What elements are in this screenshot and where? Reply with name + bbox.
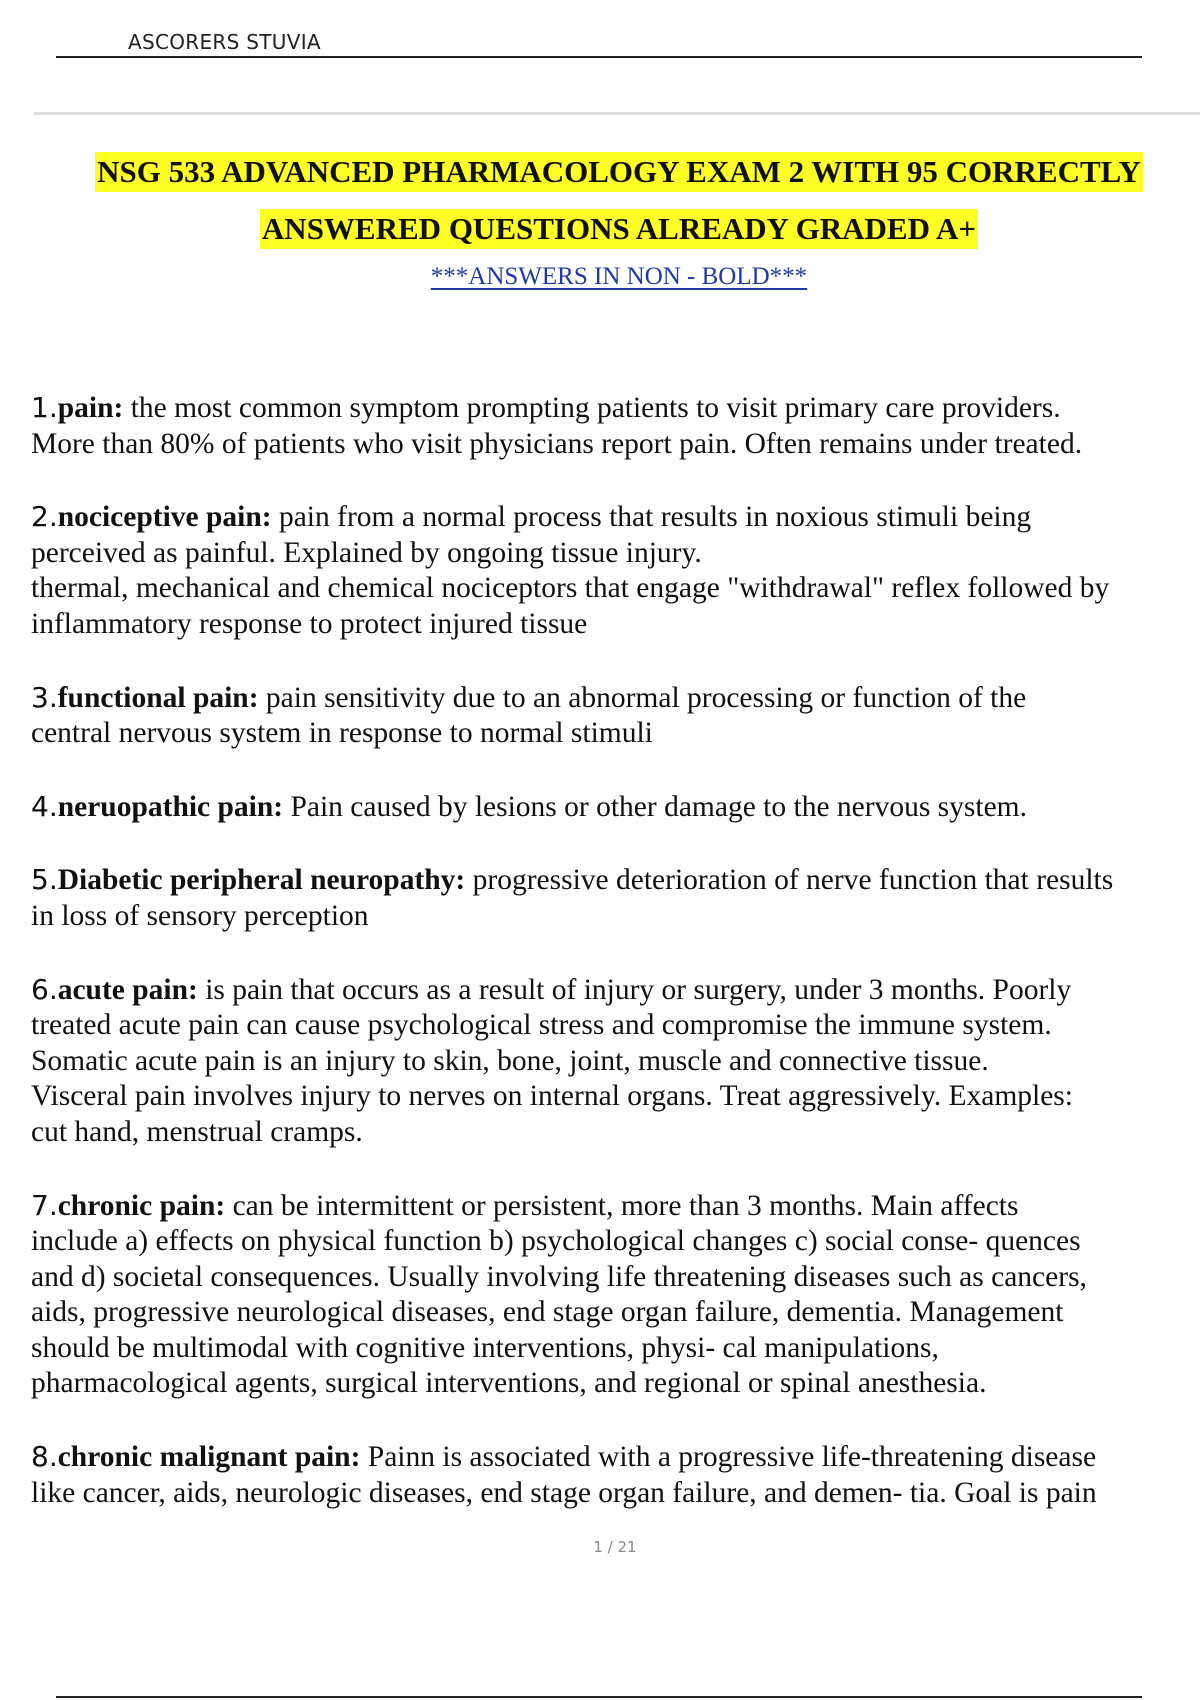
question-number: 6. xyxy=(31,972,58,1006)
question-term: chronic malignant pain: xyxy=(57,1441,361,1474)
question-item xyxy=(31,1439,1200,1511)
answer-text: thermal, mechanical and chemical nociceptors that engage "withdrawal" reflex followed by xyxy=(31,572,1110,605)
answer-text: aids, progressive neurological diseases, end stage organ failure, dementia. Management xyxy=(31,1296,1064,1329)
question-number: 1. xyxy=(31,391,58,424)
title-line-2: ANSWERED QUESTIONS ALREADY GRADED A+ xyxy=(260,209,978,249)
question-term: neruopathic pain: xyxy=(57,790,284,823)
answer-text: like cancer, aids, neurologic diseases, end stage organ failure, and demen- tia. Goal is pain xyxy=(31,1476,1097,1509)
question-item xyxy=(31,680,1200,752)
header-divider xyxy=(56,56,1142,58)
answer-text: Pain caused by lesions or other damage to the nervous system. xyxy=(290,790,1028,823)
question-term: acute pain: xyxy=(57,973,198,1006)
answer-text: include a) effects on physical function b) psychological changes c) social conse- quences xyxy=(31,1225,1081,1258)
answer-text: progressive deterioration of nerve function that results xyxy=(472,864,1114,897)
answer-text: and d) societal consequences. Usually involving life threatening diseases such as cancers, xyxy=(31,1260,1087,1293)
answer-text: the most common symptom prompting patients to visit primary care providers. xyxy=(130,392,1061,424)
footer-divider xyxy=(56,1696,1142,1698)
answer-text: in loss of sensory perception xyxy=(31,899,369,932)
question-number: 5. xyxy=(31,863,58,897)
document-title xyxy=(0,152,1200,291)
question-item xyxy=(31,789,1200,826)
answer-text: cut hand, menstrual cramps. xyxy=(31,1115,363,1148)
question-number: 2. xyxy=(31,500,58,534)
answer-text: can be intermittent or persistent, more than 3 months. Main affects xyxy=(232,1189,1019,1222)
question-term: functional pain: xyxy=(57,681,259,714)
answer-text: Somatic acute pain is an injury to skin, bone, joint, muscle and connective tissue. xyxy=(31,1044,989,1077)
answer-text: treated acute pain can cause psychological stress and compromise the immune system. xyxy=(31,1009,1052,1042)
answer-text: perceived as painful. Explained by ongoing tissue injury. xyxy=(31,536,702,569)
answer-text: Painn is associated with a progressive life-threatening disease xyxy=(367,1441,1097,1474)
title-line-1: NSG 533 ADVANCED PHARMACOLOGY EXAM 2 WITH 95 CORRECTLY xyxy=(95,152,1143,192)
question-number: 4. xyxy=(31,789,58,823)
answer-text: pharmacological agents, surgical interventions, and regional or spinal anesthesia. xyxy=(31,1367,987,1400)
question-number: 3. xyxy=(31,680,58,714)
question-list xyxy=(31,390,1200,1548)
question-term: nociceptive pain: xyxy=(57,501,272,534)
answer-text: More than 80% of patients who visit physicians report pain. Often remains under treated. xyxy=(31,427,1083,460)
page-separator xyxy=(34,112,1200,115)
page-indicator: 1 / 21 xyxy=(593,1538,637,1556)
answer-text: should be multimodal with cognitive interventions, physi- cal manipulations, xyxy=(31,1331,939,1364)
question-item xyxy=(31,499,1200,642)
question-term: chronic pain: xyxy=(57,1189,226,1222)
answer-text: central nervous system in response to normal stimuli xyxy=(31,717,653,750)
answer-text: Visceral pain involves injury to nerves on internal organs. Treat aggressively. Examples: xyxy=(31,1080,1073,1113)
answer-text: pain sensitivity due to an abnormal processing or function of the xyxy=(265,681,1027,714)
question-item xyxy=(31,862,1200,934)
header-site-name: ASCORERS STUVIA xyxy=(128,30,321,54)
answers-note: ***ANSWERS IN NON - BOLD*** xyxy=(430,263,808,290)
question-item xyxy=(31,390,1200,462)
question-number: 7. xyxy=(31,1188,58,1222)
question-number: 8. xyxy=(31,1440,58,1474)
answer-text: pain from a normal process that results in noxious stimuli being xyxy=(278,501,1032,534)
question-term: pain: xyxy=(57,392,124,424)
answer-text: inflammatory response to protect injured tissue xyxy=(31,607,588,640)
question-item xyxy=(31,1188,1200,1403)
question-term: Diabetic peripheral neuropathy: xyxy=(57,864,466,897)
question-item xyxy=(31,972,1200,1151)
answer-text: is pain that occurs as a result of injury or surgery, under 3 months. Poorly xyxy=(205,973,1072,1006)
